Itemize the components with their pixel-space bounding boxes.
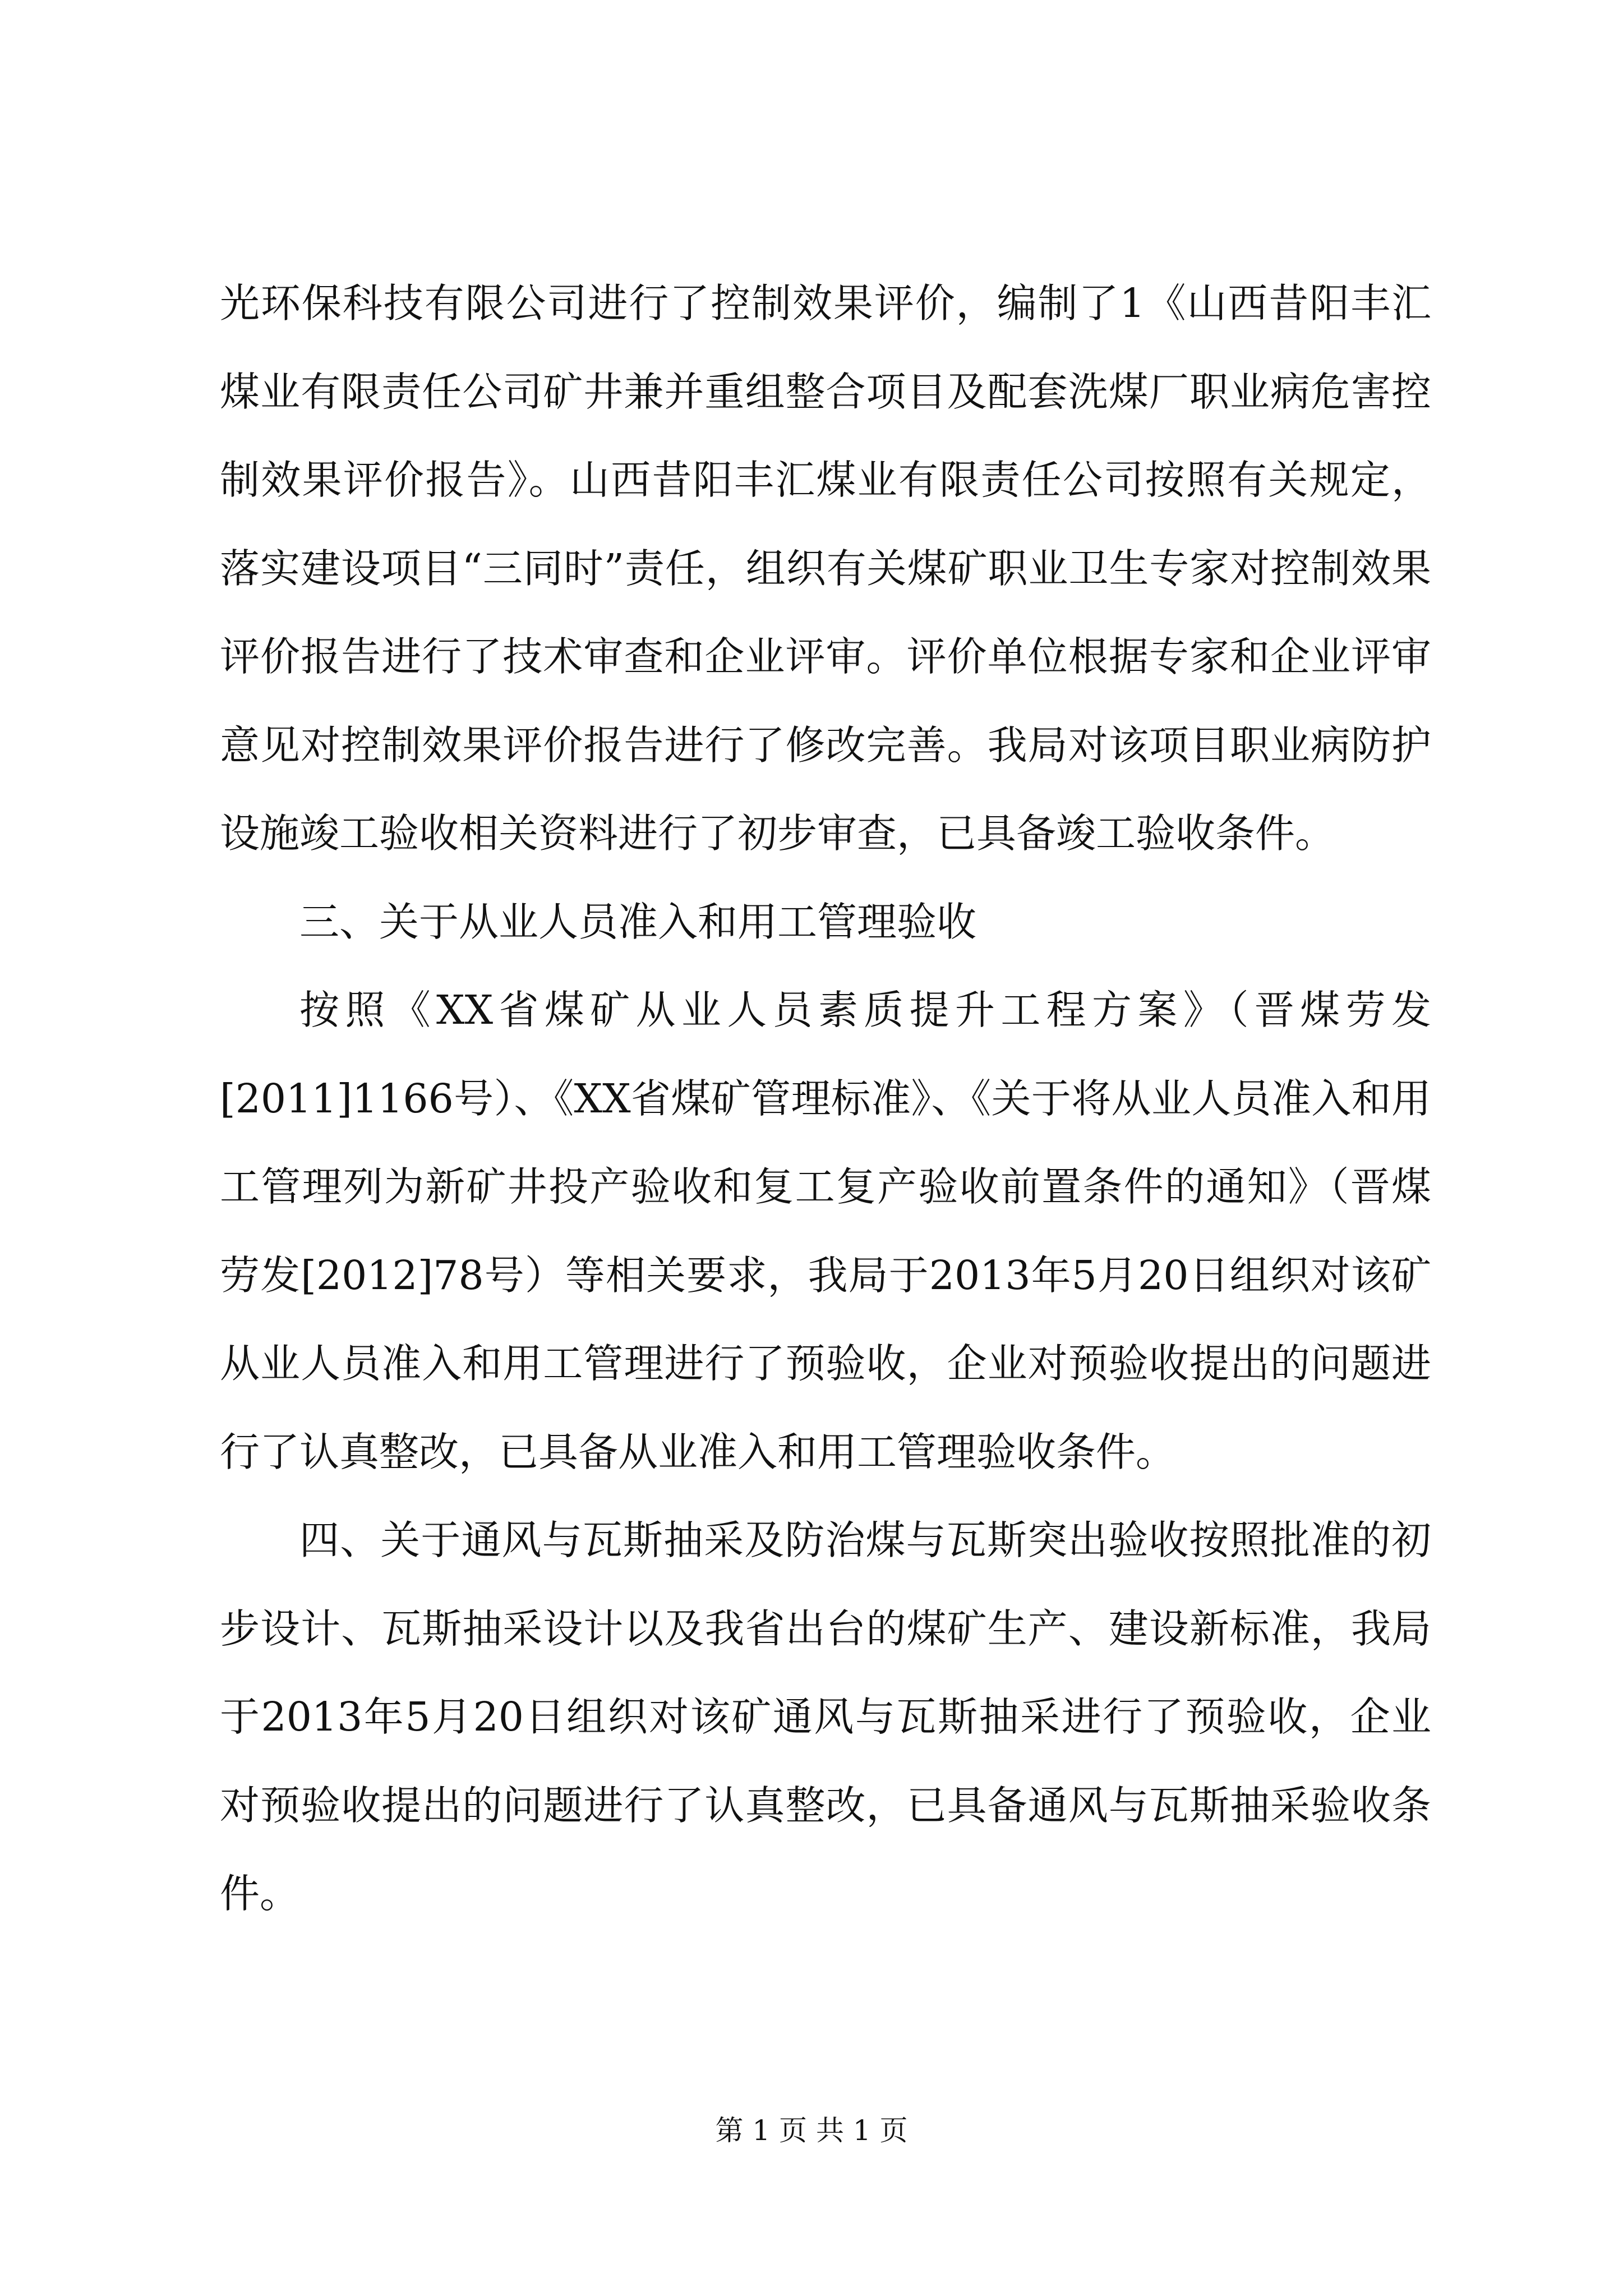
paragraph-3: 按照《XX省煤矿从业人员素质提升工程方案》（晋煤劳发[2011]1166号）、《XX省煤矿管理标准》、《关于将从业人员准入和用工管理列为新矿井投产验收和复工复产验收前置条件的通知》（晋煤劳发[2012]78号）等相关要求，我局于2013年5月20日组织对该矿从业人员准入和用工管理进行了预验收，企业对预验收提出的问题进行了认真整改，已具备从业准入和用工管理验收条件。 (220, 987, 1431, 1475)
document-body (220, 259, 1431, 1938)
paragraph-4: 四、关于通风与瓦斯抽采及防治煤与瓦斯突出验收按照批准的初步设计、瓦斯抽采设计以及我省出台的煤矿生产、建设新标准，我局于2013年5月20日组织对该矿通风与瓦斯抽采进行了预验收，企业对预验收提出的问题进行了认真整改，已具备通风与瓦斯抽采验收条件。 (220, 1517, 1431, 1917)
paragraph-1: 光环保科技有限公司进行了控制效果评价，编制了1《山西昔阳丰汇煤业有限责任公司矿井兼并重组整合项目及配套洗煤厂职业病危害控制效果评价报告》。山西昔阳丰汇煤业有限责任公司按照有关规定，落实建设项目“三同时”责任，组织有关煤矿职业卫生专家对控制效果评价报告进行了技术审查和企业评审。评价单位根据专家和企业评审意见对控制效果评价报告进行了修改完善。我局对该项目职业病防护设施竣工验收相关资料进行了初步审查，已具备竣工验收条件。 (220, 280, 1431, 857)
section-heading-3: 三、关于从业人员准入和用工管理验收 (299, 898, 977, 945)
page-number-footer: 第 1 页 共 1 页 (715, 2114, 908, 2147)
